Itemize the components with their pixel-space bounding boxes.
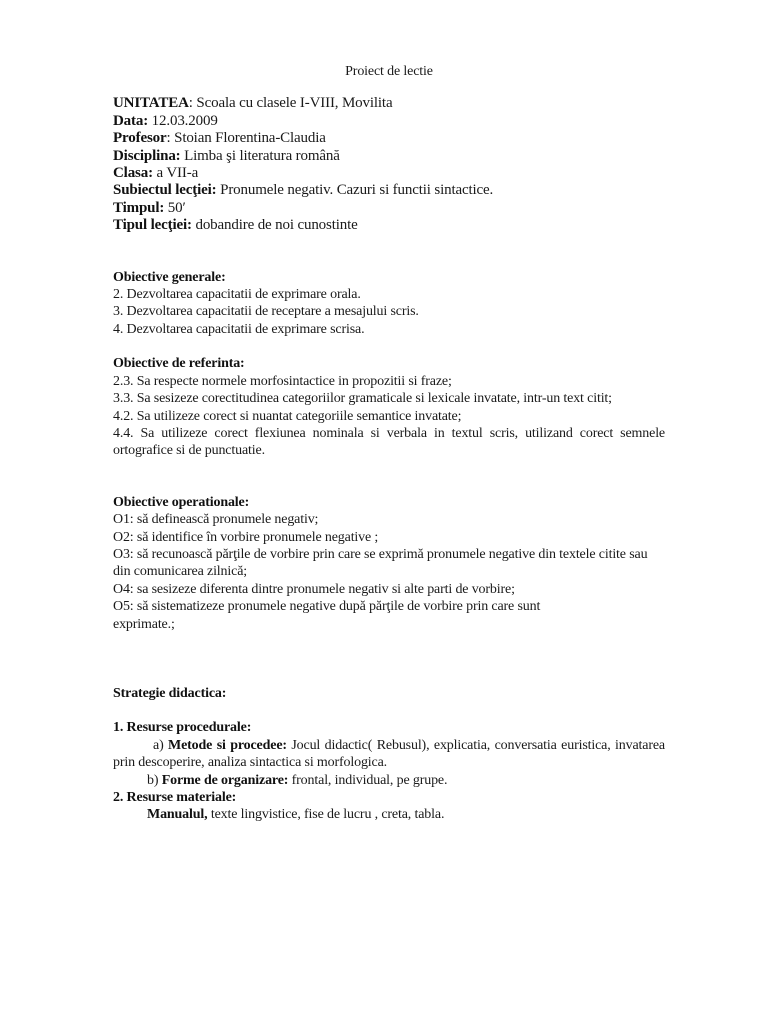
disciplina-line xyxy=(113,148,665,165)
list-item: 2. Dezvoltarea capacitatii de exprimare orala. xyxy=(113,287,361,303)
tipul-label: Tipul lecţiei: xyxy=(113,217,192,234)
profesor-label: Profesor xyxy=(113,130,167,147)
subiectul-line xyxy=(113,182,665,199)
forme-text: frontal, individual, pe grupe. xyxy=(288,772,448,788)
profesor-sep: : xyxy=(166,130,175,147)
obiective-generale-heading: Obiective generale: xyxy=(113,269,226,285)
tipul-value: dobandire de noi cunostinte xyxy=(191,217,358,234)
forme-label: Forme de organizare: xyxy=(161,772,289,788)
list-item: 4. Dezvoltarea capacitatii de exprimare scrisa. xyxy=(113,321,365,337)
timpul-value: 50′ xyxy=(164,199,186,216)
metode-label: Metode si procedee: xyxy=(168,737,287,753)
disciplina-label: Disciplina: xyxy=(113,147,181,164)
unitatea-label: UNITATEA xyxy=(113,95,189,112)
resurse-materiale-line xyxy=(113,806,665,823)
list-item: 3. Dezvoltarea capacitatii de receptare a mesajului scris. xyxy=(113,304,419,320)
list-item: 2.3. Sa respecte normele morfosintactice in propozitii si fraze; xyxy=(113,373,452,389)
lesson-plan-document xyxy=(113,63,665,824)
strategie-section xyxy=(113,685,665,824)
list-item: O1: să definească pronumele negativ; xyxy=(113,512,319,528)
clasa-label: Clasa: xyxy=(113,165,153,182)
data-value: 12.03.2009 xyxy=(148,112,218,129)
header-section xyxy=(113,95,665,234)
unitatea-sep: : xyxy=(188,95,197,112)
metode-paragraph xyxy=(113,737,665,772)
obiective-generale-section xyxy=(113,269,665,339)
list-item: O2: să identifice în vorbire pronumele negative ; xyxy=(113,529,379,545)
subiectul-label: Subiectul lecţiei: xyxy=(113,182,217,199)
clasa-line xyxy=(113,165,665,182)
resurse-materiale-heading: 2. Resurse materiale: xyxy=(113,790,237,805)
data-label: Data: xyxy=(113,112,149,129)
timpul-line xyxy=(113,200,665,217)
metode-prefix: a) xyxy=(153,737,169,753)
list-item: 3.3. Sa sesizeze corectitudinea categoriilor gramaticale si lexicale invatate, intr-un text citit; xyxy=(113,391,612,407)
forme-prefix: b) xyxy=(147,772,162,788)
obiective-operationale-heading: Obiective operationale: xyxy=(113,494,250,510)
obiective-referinta-section xyxy=(113,355,665,459)
data-line xyxy=(113,113,665,130)
resurse-procedurale-heading: 1. Resurse procedurale: xyxy=(113,720,252,736)
obiective-operationale-section xyxy=(113,494,665,633)
profesor-line xyxy=(113,130,665,147)
unitatea-value: Scoala cu clasele I-VIII, Movilita xyxy=(196,95,393,112)
list-item: 4.2. Sa utilizeze corect si nuantat categoriile semantice invatate; xyxy=(113,408,462,424)
subiectul-value: Pronumele negativ. Cazuri si functii sintactice. xyxy=(216,182,494,199)
profesor-value: Stoian Florentina-Claudia xyxy=(174,130,326,147)
disciplina-value: Limba şi literatura română xyxy=(180,147,340,164)
clasa-value: a VII-a xyxy=(152,165,199,182)
unitatea-line xyxy=(113,95,665,112)
timpul-label: Timpul: xyxy=(113,199,165,216)
resurse-materiale-text: texte lingvistice, fise de lucru , creta, tabla. xyxy=(207,807,445,823)
manualul-label: Manualul, xyxy=(147,807,208,823)
forme-line xyxy=(113,772,665,789)
tipul-line xyxy=(113,217,665,234)
document-title: Proiect de lectie xyxy=(345,64,433,79)
obiective-referinta-heading: Obiective de referinta: xyxy=(113,356,245,372)
list-item: 4.4. Sa utilizeze corect flexiunea nominala si verbala in textul scris, utilizand corect semnele ortografice si de punctuatie. xyxy=(113,425,665,459)
metode-text: Jocul didactic( Rebusul), explicatia, conversatia euristica, invatarea prin descoperire, analiza sintactica si morfologica. xyxy=(113,737,665,771)
strategie-heading: Strategie didactica: xyxy=(113,685,227,701)
list-item: O5: să sistematizeze pronumele negative după părţile de vorbire prin care sunt exprimate.; xyxy=(113,599,541,632)
list-item: O4: sa sesizeze diferenta dintre pronumele negativ si alte parti de vorbire; xyxy=(113,581,515,597)
list-item: O3: să recunoască părţile de vorbire prin care se exprimă pronumele negative din textele citite sau din comunicarea zilnică; xyxy=(113,546,648,580)
